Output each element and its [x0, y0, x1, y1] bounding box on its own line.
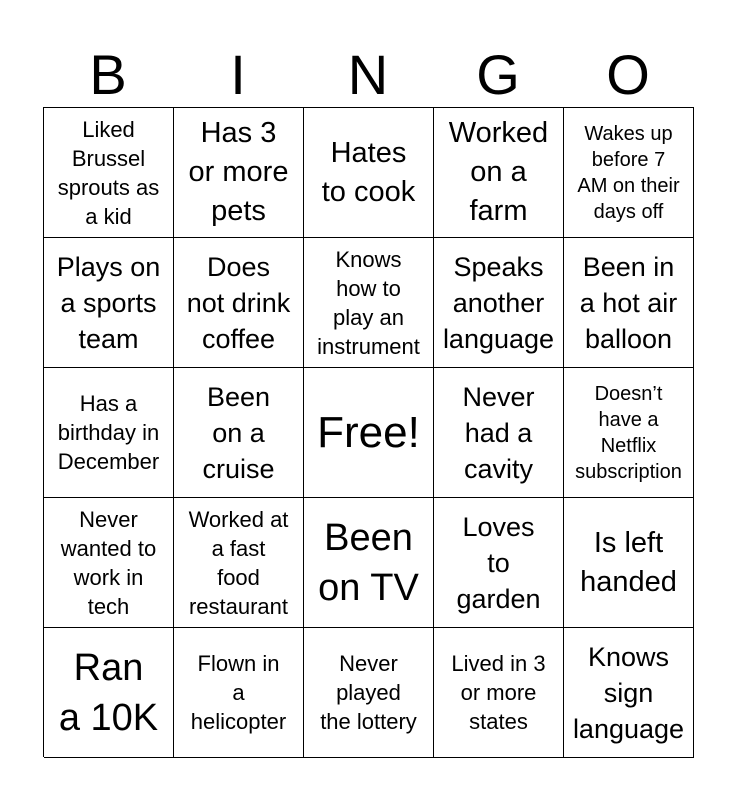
bingo-cell-r3-c3[interactable]: [304, 368, 434, 498]
bingo-cell-r2-c5[interactable]: [564, 238, 694, 368]
bingo-cell-r2-c2[interactable]: [174, 238, 304, 368]
bingo-cell-r4-c5[interactable]: [564, 498, 694, 628]
bingo-cell-text: Never wanted to work in tech: [60, 506, 157, 619]
bingo-cell-text: Knows how to play an instrument: [317, 246, 420, 359]
bingo-cell-text: Plays on a sports team: [56, 251, 161, 354]
bingo-cell-r1-c1[interactable]: [44, 108, 174, 238]
bingo-cell-text: Worked at a fast food restaurant: [188, 506, 289, 619]
bingo-cell-text: Lived in 3 or more states: [451, 651, 546, 734]
bingo-cell-text: Has 3 or more pets: [188, 117, 289, 227]
bingo-cell-text: Never played the lottery: [320, 651, 417, 734]
bingo-cell-text: Never had a cavity: [462, 381, 535, 484]
bingo-cell-text: Doesn’t have a Netflix subscription: [575, 382, 682, 483]
bingo-cell-text: Worked on a farm: [448, 117, 549, 227]
bingo-cell-text: Knows sign language: [572, 641, 685, 744]
bingo-cell-r5-c5[interactable]: [564, 628, 694, 758]
bingo-grid: [43, 107, 694, 757]
bingo-cell-text: Liked Brussel sprouts as a kid: [57, 116, 160, 229]
bingo-cell-r4-c1[interactable]: [44, 498, 174, 628]
bingo-header: [43, 42, 693, 108]
header-letter-i: I: [230, 43, 246, 106]
bingo-cell-r4-c4[interactable]: [434, 498, 564, 628]
bingo-cell-r5-c3[interactable]: [304, 628, 434, 758]
bingo-cell-r3-c4[interactable]: [434, 368, 564, 498]
bingo-cell-r3-c5[interactable]: [564, 368, 694, 498]
bingo-cell-text: Speaks another language: [442, 251, 555, 354]
bingo-cell-r5-c2[interactable]: [174, 628, 304, 758]
bingo-cell-r1-c3[interactable]: [304, 108, 434, 238]
header-letter-n: N: [347, 43, 389, 106]
bingo-cell-text: Been in a hot air balloon: [579, 251, 678, 354]
bingo-cell-r2-c4[interactable]: [434, 238, 564, 368]
bingo-cell-text: Ran a 10K: [58, 646, 159, 739]
bingo-cell-text: Is left handed: [580, 526, 677, 598]
header-letter-o: O: [606, 43, 650, 106]
bingo-cell-text: Flown in a helicopter: [190, 651, 287, 734]
bingo-cell-text: Has a birthday in December: [57, 391, 160, 474]
bingo-cell-text: Been on TV: [318, 516, 419, 609]
header-letter-g: G: [476, 43, 520, 106]
bingo-cell-text: Been on a cruise: [202, 381, 275, 484]
bingo-cell-r4-c3[interactable]: [304, 498, 434, 628]
header-letter-b: B: [89, 43, 127, 106]
bingo-cell-text: Does not drink coffee: [186, 251, 291, 354]
bingo-cell-text: Hates to cook: [321, 136, 416, 208]
bingo-cell-text: Free!: [317, 407, 420, 457]
bingo-cell-r3-c1[interactable]: [44, 368, 174, 498]
bingo-cell-r1-c4[interactable]: [434, 108, 564, 238]
bingo-cell-r1-c5[interactable]: [564, 108, 694, 238]
bingo-cell-r3-c2[interactable]: [174, 368, 304, 498]
bingo-cell-r4-c2[interactable]: [174, 498, 304, 628]
bingo-cell-r2-c3[interactable]: [304, 238, 434, 368]
bingo-cell-text: Loves to garden: [456, 511, 541, 614]
bingo-cell-text: Wakes up before 7 AM on their days off: [577, 122, 680, 223]
bingo-cell-r5-c1[interactable]: [44, 628, 174, 758]
bingo-cell-r5-c4[interactable]: [434, 628, 564, 758]
bingo-cell-r2-c1[interactable]: [44, 238, 174, 368]
bingo-cell-r1-c2[interactable]: [174, 108, 304, 238]
